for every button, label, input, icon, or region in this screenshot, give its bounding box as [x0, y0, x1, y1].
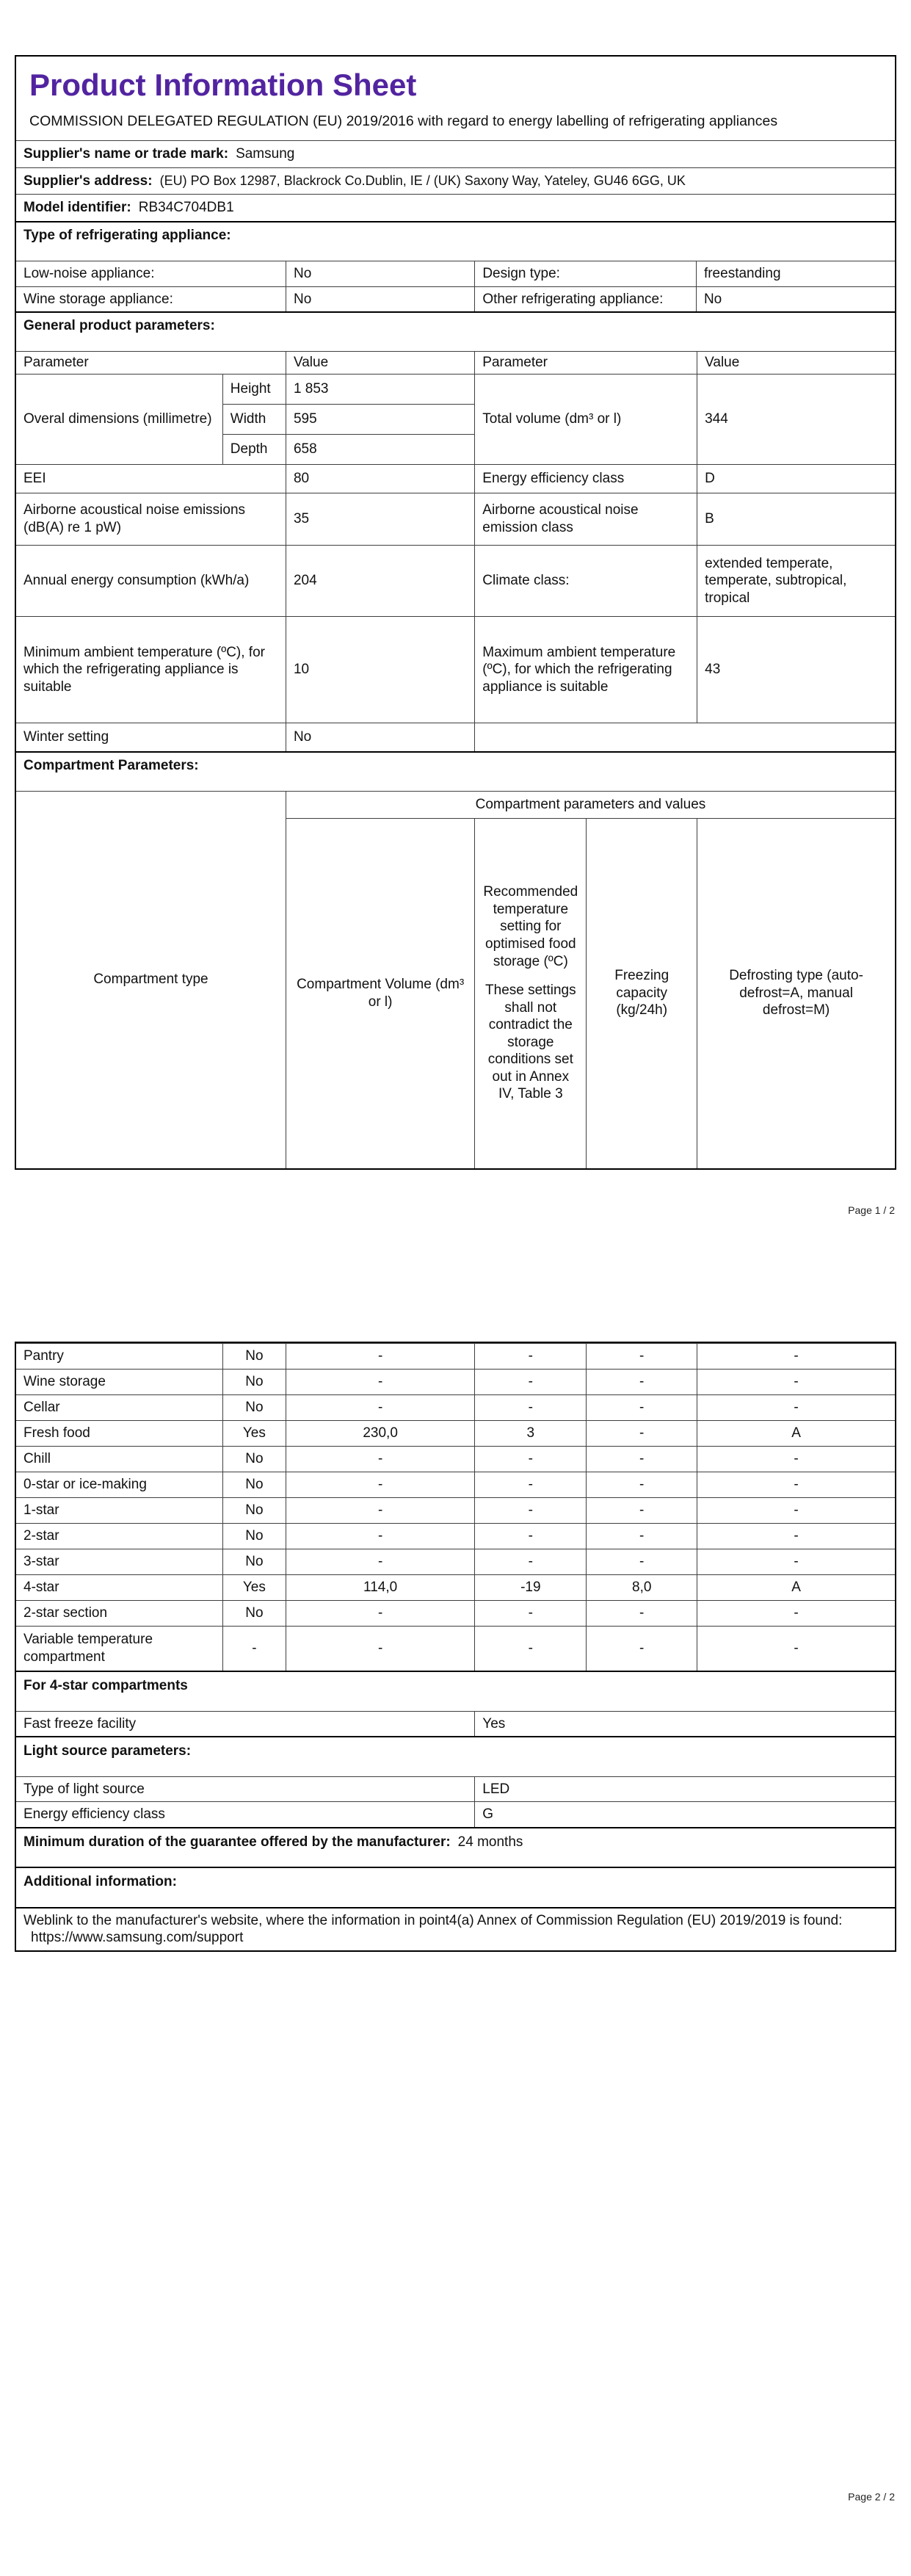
param-label-cell: Design type:: [475, 261, 697, 286]
compartment-name-cell: Variable temperature compartment: [16, 1627, 222, 1672]
dim-value-cell: 658: [286, 434, 474, 464]
page-title: Product Information Sheet: [29, 68, 417, 102]
group-column-header: Compartment parameters and values: [286, 791, 895, 818]
compartment-volume-cell: -: [286, 1472, 474, 1498]
table-row: [16, 1776, 895, 1802]
param-label-cell: Airborne acoustical noise emissions (dB(A) re 1 pW): [16, 493, 286, 545]
compartment-defrost-cell: -: [697, 1524, 895, 1549]
column-header: Value: [286, 351, 474, 374]
param-value-cell: No: [696, 286, 895, 311]
compartment-volume-cell: -: [286, 1395, 474, 1421]
compartment-volume-cell: -: [286, 1344, 474, 1370]
compartment-temp-cell: -: [475, 1627, 587, 1672]
light-source-section-heading: Light source parameters:: [16, 1737, 895, 1776]
compartment-freezing-cell: -: [587, 1498, 697, 1524]
compartment-row: [16, 1498, 895, 1524]
page-1-sheet: [15, 55, 896, 1170]
table-row: [16, 1828, 895, 1868]
compartment-freezing-cell: -: [587, 1472, 697, 1498]
compartment-name-cell: 4-star: [16, 1575, 222, 1601]
compartment-freezing-cell: -: [587, 1344, 697, 1370]
param-value-cell: D: [697, 464, 895, 493]
model-identifier-value: RB34C704DB1: [138, 200, 234, 216]
compartment-defrost-cell: -: [697, 1498, 895, 1524]
param-value-cell: No: [286, 723, 474, 751]
guarantee-value: 24 months: [457, 1834, 523, 1850]
table-row: [16, 723, 895, 751]
compartment-volume-cell: -: [286, 1498, 474, 1524]
compartment-freezing-cell: -: [587, 1549, 697, 1575]
table-row: [16, 261, 895, 286]
param-value-cell: LED: [475, 1776, 895, 1802]
param-label-cell: Energy efficiency class: [475, 464, 697, 493]
compartment-freezing-cell: -: [587, 1627, 697, 1672]
param-value-cell: No: [286, 261, 474, 286]
compartment-row: [16, 1344, 895, 1370]
dim-key-cell: Height: [222, 374, 286, 404]
param-label-cell: Climate class:: [475, 545, 697, 616]
compartment-volume-cell: 114,0: [286, 1575, 474, 1601]
param-label-cell: Low-noise appliance:: [16, 261, 286, 286]
page-1-footer: Page 1 / 2: [848, 1204, 895, 1216]
supplier-address-row: [16, 167, 895, 195]
compartment-defrost-cell: -: [697, 1472, 895, 1498]
supplier-name-row: [16, 140, 895, 167]
param-value-cell: G: [475, 1802, 895, 1828]
compartment-row: [16, 1421, 895, 1447]
param-label-cell: Type of light source: [16, 1776, 475, 1802]
page-2-sheet: [15, 1342, 896, 1952]
column-header: Compartment type: [16, 791, 286, 1168]
column-header: Value: [697, 351, 895, 374]
compartment-temp-cell: 3: [475, 1421, 587, 1447]
temp-setting-header-line: Recommended temperature setting for optimised food storage (ºC): [483, 884, 578, 969]
compartment-present-cell: Yes: [222, 1421, 286, 1447]
compartment-temp-cell: -: [475, 1601, 587, 1627]
weblink-url[interactable]: https://www.samsung.com/support: [31, 1930, 244, 1946]
compartment-defrost-cell: -: [697, 1395, 895, 1421]
compartment-defrost-cell: -: [697, 1627, 895, 1672]
table-header-row: [16, 351, 895, 374]
compartment-present-cell: -: [222, 1627, 286, 1672]
compartment-defrost-cell: -: [697, 1447, 895, 1472]
compartment-name-cell: Chill: [16, 1447, 222, 1472]
compartment-name-cell: Wine storage: [16, 1370, 222, 1395]
compartment-temp-cell: -: [475, 1447, 587, 1472]
param-value-cell: 204: [286, 545, 474, 616]
param-label-cell: Energy efficiency class: [16, 1802, 475, 1828]
compartment-volume-cell: -: [286, 1601, 474, 1627]
compartment-defrost-cell: -: [697, 1370, 895, 1395]
compartment-volume-cell: -: [286, 1549, 474, 1575]
dim-value-cell: 595: [286, 404, 474, 434]
compartment-volume-cell: -: [286, 1370, 474, 1395]
table-row: [16, 464, 895, 493]
compartment-section-heading: Compartment Parameters:: [16, 751, 895, 791]
compartment-row: [16, 1472, 895, 1498]
supplier-address-value: (EU) PO Box 12987, Blackrock Co.Dublin, IE / (UK) Saxony Way, Yateley, GU46 6GG, UK: [159, 173, 686, 188]
compartment-present-cell: No: [222, 1498, 286, 1524]
supplier-name-value: Samsung: [236, 145, 295, 162]
compartment-row: [16, 1575, 895, 1601]
compartment-temp-cell: -: [475, 1395, 587, 1421]
compartment-volume-cell: -: [286, 1447, 474, 1472]
compartment-temp-cell: -: [475, 1498, 587, 1524]
compartment-row: [16, 1601, 895, 1627]
compartment-row: [16, 1370, 895, 1395]
param-label-cell: Airborne acoustical noise emission class: [475, 493, 697, 545]
compartment-present-cell: No: [222, 1524, 286, 1549]
table-row: [16, 286, 895, 311]
column-header: Defrosting type (auto-defrost=A, manual defrost=M): [697, 818, 895, 1168]
compartment-freezing-cell: -: [587, 1370, 697, 1395]
param-value-cell: 43: [697, 616, 895, 723]
compartment-volume-cell: -: [286, 1524, 474, 1549]
supplier-name-label: Supplier's name or trade mark:: [23, 145, 229, 162]
empty-cell: [475, 723, 895, 751]
compartment-present-cell: No: [222, 1395, 286, 1421]
param-value-cell: 344: [697, 374, 895, 464]
model-identifier-label: Model identifier:: [23, 200, 131, 216]
param-value-cell: 35: [286, 493, 474, 545]
compartment-volume-cell: 230,0: [286, 1421, 474, 1447]
compartment-temp-cell: -: [475, 1549, 587, 1575]
column-header: Freezing capacity (kg/24h): [587, 818, 697, 1168]
param-label-cell: Wine storage appliance:: [16, 286, 286, 311]
compartment-row: [16, 1524, 895, 1549]
column-header: [475, 818, 587, 1168]
param-value-cell: Yes: [475, 1711, 895, 1737]
compartment-present-cell: No: [222, 1601, 286, 1627]
compartment-row: [16, 1549, 895, 1575]
compartment-values-table: [16, 1343, 895, 1950]
compartment-defrost-cell: A: [697, 1421, 895, 1447]
model-identifier-row: [16, 194, 895, 221]
compartment-name-cell: Cellar: [16, 1395, 222, 1421]
compartment-freezing-cell: -: [587, 1395, 697, 1421]
general-section-heading: General product parameters:: [16, 311, 895, 351]
section-header-row: [16, 1737, 895, 1776]
compartment-defrost-cell: A: [697, 1575, 895, 1601]
guarantee-label: Minimum duration of the guarantee offered by the manufacturer:: [23, 1834, 451, 1850]
temp-setting-header-note: These settings shall not contradict the storage conditions set out in Annex IV, Table 3: [485, 983, 576, 1102]
supplier-address-label: Supplier's address:: [23, 173, 153, 189]
compartment-freezing-cell: -: [587, 1601, 697, 1627]
param-label-cell: Overal dimensions (millimetre): [16, 374, 222, 464]
compartment-name-cell: 3-star: [16, 1549, 222, 1575]
table-header-row: [16, 791, 895, 818]
general-params-table: [16, 351, 895, 751]
compartment-freezing-cell: -: [587, 1524, 697, 1549]
additional-info-heading: Additional information:: [16, 1867, 895, 1908]
compartment-name-cell: Pantry: [16, 1344, 222, 1370]
type-table: [16, 261, 895, 311]
param-value-cell: B: [697, 493, 895, 545]
page-2-footer: Page 2 / 2: [848, 2491, 895, 2503]
section-header-row: [16, 1671, 895, 1711]
compartment-present-cell: Yes: [222, 1575, 286, 1601]
compartment-defrost-cell: -: [697, 1549, 895, 1575]
compartment-name-cell: 1-star: [16, 1498, 222, 1524]
compartment-name-cell: Fresh food: [16, 1421, 222, 1447]
param-label-cell: Other refrigerating appliance:: [475, 286, 697, 311]
param-value-cell: extended temperate, temperate, subtropical, tropical: [697, 545, 895, 616]
param-label-cell: Fast freeze facility: [16, 1711, 475, 1737]
compartment-defrost-cell: -: [697, 1344, 895, 1370]
type-section-heading: Type of refrigerating appliance:: [16, 221, 895, 261]
table-row: [16, 374, 895, 404]
compartment-present-cell: No: [222, 1472, 286, 1498]
compartment-name-cell: 0-star or ice-making: [16, 1472, 222, 1498]
param-value-cell: 10: [286, 616, 474, 723]
guarantee-row: [16, 1828, 895, 1868]
compartment-freezing-cell: -: [587, 1421, 697, 1447]
compartment-defrost-cell: -: [697, 1601, 895, 1627]
regulation-subtitle: COMMISSION DELEGATED REGULATION (EU) 2019/2016 with regard to energy labelling of refrigerating appliances: [29, 113, 778, 130]
table-row: [16, 616, 895, 723]
weblink-text: Weblink to the manufacturer's website, where the information in point4(a) Annex of Commission Regulation (EU) 2019/2019 is found:: [23, 1912, 843, 1928]
param-label-cell: Winter setting: [16, 723, 286, 751]
column-header: Compartment Volume (dm³ or l): [286, 818, 474, 1168]
compartment-freezing-cell: 8,0: [587, 1575, 697, 1601]
compartment-temp-cell: -19: [475, 1575, 587, 1601]
compartment-present-cell: No: [222, 1549, 286, 1575]
compartment-name-cell: 2-star: [16, 1524, 222, 1549]
compartment-volume-cell: -: [286, 1627, 474, 1672]
table-row: [16, 1802, 895, 1828]
dim-key-cell: Depth: [222, 434, 286, 464]
title-block: [16, 57, 895, 140]
dim-value-cell: 1 853: [286, 374, 474, 404]
compartment-temp-cell: -: [475, 1472, 587, 1498]
compartment-temp-cell: -: [475, 1370, 587, 1395]
compartment-header-table: [16, 791, 895, 1168]
compartment-present-cell: No: [222, 1447, 286, 1472]
param-label-cell: Total volume (dm³ or l): [475, 374, 697, 464]
param-value-cell: 80: [286, 464, 474, 493]
compartment-temp-cell: -: [475, 1344, 587, 1370]
column-header: Parameter: [475, 351, 697, 374]
param-label-cell: Annual energy consumption (kWh/a): [16, 545, 286, 616]
dim-key-cell: Width: [222, 404, 286, 434]
table-row: [16, 493, 895, 545]
param-value-cell: freestanding: [696, 261, 895, 286]
param-label-cell: Minimum ambient temperature (ºC), for which the refrigerating appliance is suitable: [16, 616, 286, 723]
compartment-freezing-cell: -: [587, 1447, 697, 1472]
section-header-row: [16, 1867, 895, 1908]
compartment-present-cell: No: [222, 1344, 286, 1370]
compartment-name-cell: 2-star section: [16, 1601, 222, 1627]
compartment-present-cell: No: [222, 1370, 286, 1395]
column-header: Parameter: [16, 351, 286, 374]
param-label-cell: Maximum ambient temperature (ºC), for which the refrigerating appliance is suitable: [475, 616, 697, 723]
table-row: [16, 1711, 895, 1737]
compartment-row: [16, 1395, 895, 1421]
table-row: [16, 1908, 895, 1950]
weblink-row: [16, 1908, 895, 1950]
param-value-cell: No: [286, 286, 474, 311]
compartment-temp-cell: -: [475, 1524, 587, 1549]
compartment-row: [16, 1447, 895, 1472]
param-label-cell: EEI: [16, 464, 286, 493]
compartment-row: [16, 1627, 895, 1672]
four-star-section-heading: For 4-star compartments: [16, 1671, 895, 1711]
table-row: [16, 545, 895, 616]
